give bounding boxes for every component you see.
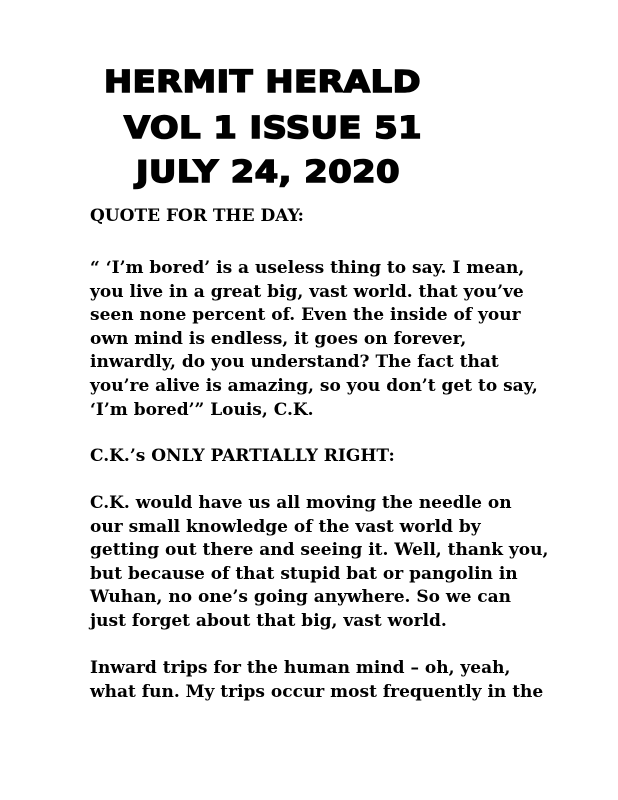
ck-line: Wuhan, no one’s going anywhere. So we can [90, 587, 512, 608]
ck-heading: C.K.’s ONLY PARTIALLY RIGHT: [90, 446, 395, 466]
inward-line: Inward trips for the human mind – oh, yeah, [90, 658, 511, 678]
quote-line: “ ‘I’m bored’ is a useless thing to say. I mean, [90, 258, 525, 278]
inward-line: what fun. My trips occur most frequently in the [90, 681, 544, 702]
ck-paragraph [90, 492, 560, 634]
ck-line: our small knowledge of the vast world by [90, 516, 481, 537]
quote-line: you live in a great big, vast world. that you’ve [90, 281, 524, 302]
quote-line: seen none percent of. Even the inside of your [90, 305, 521, 326]
ck-line: just forget about that big, vast world. [90, 610, 447, 631]
masthead-title: HERMIT HERALD [104, 65, 422, 100]
ck-line: getting out there and seeing it. Well, thank you, [90, 540, 549, 561]
ck-line: C.K. would have us all moving the needle on [90, 493, 512, 513]
masthead-volume-issue: VOL 1 ISSUE 51 [124, 111, 423, 146]
quote-line: you’re alive is amazing, so you don’t get to say, [90, 375, 538, 396]
masthead-date: JULY 24, 2020 [136, 155, 401, 190]
quote-heading: QUOTE FOR THE DAY: [90, 206, 304, 226]
quote-paragraph [90, 257, 560, 422]
quote-line: inwardly, do you understand? The fact that [90, 352, 499, 373]
quote-attribution-line: ‘I’m bored’” Louis, C.K. [90, 399, 314, 420]
inward-paragraph [90, 657, 560, 704]
ck-line: but because of that stupid bat or pangolin in [90, 563, 518, 584]
quote-line: own mind is endless, it goes on forever, [90, 328, 467, 349]
